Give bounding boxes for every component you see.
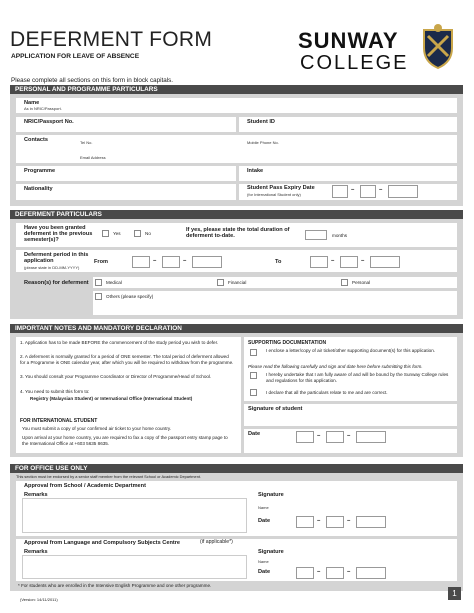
no-label: No — [145, 231, 151, 236]
expiry-day-box[interactable] — [332, 185, 348, 198]
yes-label: Yes — [113, 231, 121, 236]
intake-label: Intake — [247, 168, 264, 174]
notes-heading: IMPORTANT NOTES AND MANDATORY DECLARATION — [10, 324, 463, 333]
approval-2-month-box[interactable] — [326, 567, 344, 579]
remarks-2-label: Remarks — [24, 549, 48, 555]
support-checkbox[interactable] — [250, 349, 257, 356]
approval-1-day-box[interactable] — [296, 516, 314, 528]
name-hint: As in NRIC/Passport. — [24, 106, 62, 111]
dash: – — [317, 569, 321, 575]
notes-section — [10, 333, 463, 457]
expiry-year-box[interactable] — [388, 185, 418, 198]
dash: – — [347, 518, 351, 524]
dash: – — [153, 258, 157, 264]
intl-note-2: Upon arrival at your home country, you are required to fax a copy of the passport entry stamp page to the International Office at +603 5635 8635. — [22, 435, 228, 446]
student-id-label: Student ID — [247, 119, 275, 125]
no-checkbox[interactable] — [134, 230, 141, 237]
office-note: This section must be endorsed by a senior staff member from the relevant School or Academic Department. — [16, 474, 202, 479]
intake-field[interactable] — [239, 166, 457, 181]
note-3: 3. You should consult your Programme Coordinator or Director of Programme/Head of School. — [20, 374, 212, 379]
signature-2-label: Signature — [258, 549, 284, 555]
approval-2-label: Approval from Language and Compulsory Subjects Centre — [24, 540, 181, 546]
office-heading: FOR OFFICE USE ONLY — [10, 464, 463, 473]
declaration-1-checkbox[interactable] — [250, 372, 257, 379]
footnote: * For students who are enrolled in the Intensive English Programme and one other programme. — [18, 583, 212, 588]
signature-1-label: Signature — [258, 492, 284, 498]
declaration-2-checkbox[interactable] — [250, 389, 257, 396]
nric-label: NRIC/Passport No. — [24, 119, 74, 125]
from-day-box[interactable] — [132, 256, 150, 268]
approval-1-year-box[interactable] — [356, 516, 386, 528]
deferment-section — [10, 219, 463, 319]
dash: – — [331, 258, 335, 264]
dash: – — [351, 187, 355, 193]
medical-label: Medical — [106, 280, 122, 285]
reasons-label: Reason(s) for deferment — [24, 280, 89, 286]
approval-2-year-box[interactable] — [356, 567, 386, 579]
deferment-heading: DEFERMENT PARTICULARS — [10, 210, 463, 219]
email-label: Email Address — [80, 155, 106, 160]
crest-icon — [420, 22, 456, 70]
approval-2-day-box[interactable] — [296, 567, 314, 579]
nationality-label: Nationality — [24, 186, 53, 192]
student-date-row — [244, 429, 457, 453]
logo-line2: COLLEGE — [300, 52, 409, 74]
date-label: Date — [248, 431, 261, 437]
name-label: Name — [24, 100, 40, 106]
sign-day-box[interactable] — [296, 431, 314, 443]
note-1: 1. Application has to be made BEFORE the commencement of the study period you wish to defer. — [20, 340, 219, 345]
from-year-box[interactable] — [192, 256, 222, 268]
pass-expiry-label: Student Pass Expiry Date — [247, 185, 315, 191]
contacts-label: Contacts — [24, 137, 48, 143]
duration-input[interactable] — [305, 230, 327, 240]
intl-note-1: You must submit a copy of your confirmed air ticket to your home country. — [22, 426, 172, 431]
financial-checkbox[interactable] — [217, 279, 224, 286]
name-2-label: Name — [258, 559, 269, 564]
sign-month-box[interactable] — [326, 431, 344, 443]
note-2: 2. A deferment is normally granted for a period of ONE semester. The total period of deferment allowed for a Programme is ONE calendar year, after which you will be required to withdraw from the programme. — [20, 354, 234, 365]
logo-line1: SUNWAY — [298, 28, 399, 53]
remarks-1-label: Remarks — [24, 492, 48, 498]
personal-label: Personal — [352, 280, 371, 285]
reasons-row — [93, 277, 457, 288]
dash: – — [183, 258, 187, 264]
note-4: 4. You need to submit this form to: — [20, 389, 90, 394]
period-hint: (please state in DD-MM-YYYY) — [24, 265, 80, 270]
medical-checkbox[interactable] — [95, 279, 102, 286]
dash: – — [317, 433, 321, 439]
personal-section — [10, 94, 463, 206]
intl-heading: FOR INTERNATIONAL STUDENT — [20, 418, 98, 424]
others-checkbox[interactable] — [95, 293, 102, 300]
programme-label: Programme — [24, 168, 56, 174]
dash: – — [347, 433, 351, 439]
page-number: 1 — [448, 587, 461, 600]
from-month-box[interactable] — [162, 256, 180, 268]
dash: – — [347, 569, 351, 575]
tel-label: Tel No. — [80, 140, 93, 145]
version: (Version: 14/11/2011) — [20, 597, 58, 602]
personal-checkbox[interactable] — [341, 279, 348, 286]
form-subtitle: APPLICATION FOR LEAVE OF ABSENCE — [11, 53, 140, 60]
from-label: From — [94, 259, 108, 265]
signature-label: Signature of student — [248, 406, 303, 412]
support-text: I enclose a letter/copy of air ticket/other supporting document(s) for this application. — [266, 348, 436, 353]
dash: – — [317, 518, 321, 524]
mobile-label: Mobile Phone No. — [247, 140, 279, 145]
dash: – — [361, 258, 365, 264]
form-title: DEFERMENT FORM — [10, 28, 213, 51]
others-label: Others (please specify) — [106, 294, 154, 299]
period-label: Deferment period in this application — [24, 252, 89, 264]
months-label: months — [332, 233, 348, 238]
read-note: Please read the following carefully and sign and date here before submitting this form. — [248, 364, 423, 369]
personal-heading: PERSONAL AND PROGRAMME PARTICULARS — [10, 85, 463, 94]
to-month-box[interactable] — [340, 256, 358, 268]
yes-checkbox[interactable] — [102, 230, 109, 237]
name-field[interactable] — [16, 98, 457, 113]
remarks-1-field[interactable] — [22, 498, 247, 533]
financial-label: Financial — [228, 280, 247, 285]
declaration-2: I declare that all the particulars relate to me and are correct. — [266, 390, 388, 395]
pass-expiry-hint: (for International Student only) — [247, 192, 301, 197]
granted-question: Have you been granted deferment in the previous semester(s)? — [24, 225, 93, 243]
dash: – — [379, 187, 383, 193]
support-heading: SUPPORTING DOCUMENTATION — [248, 340, 327, 346]
note-4b: Registry (Malaysian Student) or International Office (International Student) — [30, 396, 193, 401]
approval-1-month-box[interactable] — [326, 516, 344, 528]
duration-question: If yes, please state the total duration of deferment to-date. — [186, 227, 290, 239]
office-section — [10, 473, 463, 591]
remarks-2-field[interactable] — [22, 555, 247, 579]
approval-2-note: (if applicable*) — [200, 539, 233, 545]
approval-1-label: Approval from School / Academic Department — [24, 483, 146, 489]
name-1-label: Name — [258, 505, 269, 510]
date-2-label: Date — [258, 569, 271, 575]
declaration-1: I hereby undertake that I am fully aware of and will be bound by the Sunway College rules and regulations for this application. — [266, 372, 449, 383]
sign-year-box[interactable] — [356, 431, 386, 443]
to-day-box[interactable] — [310, 256, 328, 268]
to-label: To — [275, 259, 282, 265]
expiry-month-box[interactable] — [360, 185, 376, 198]
college-logo — [296, 28, 458, 78]
intro-text: Please complete all sections on this form in block capitals. — [11, 77, 174, 84]
to-year-box[interactable] — [370, 256, 400, 268]
date-1-label: Date — [258, 518, 271, 524]
